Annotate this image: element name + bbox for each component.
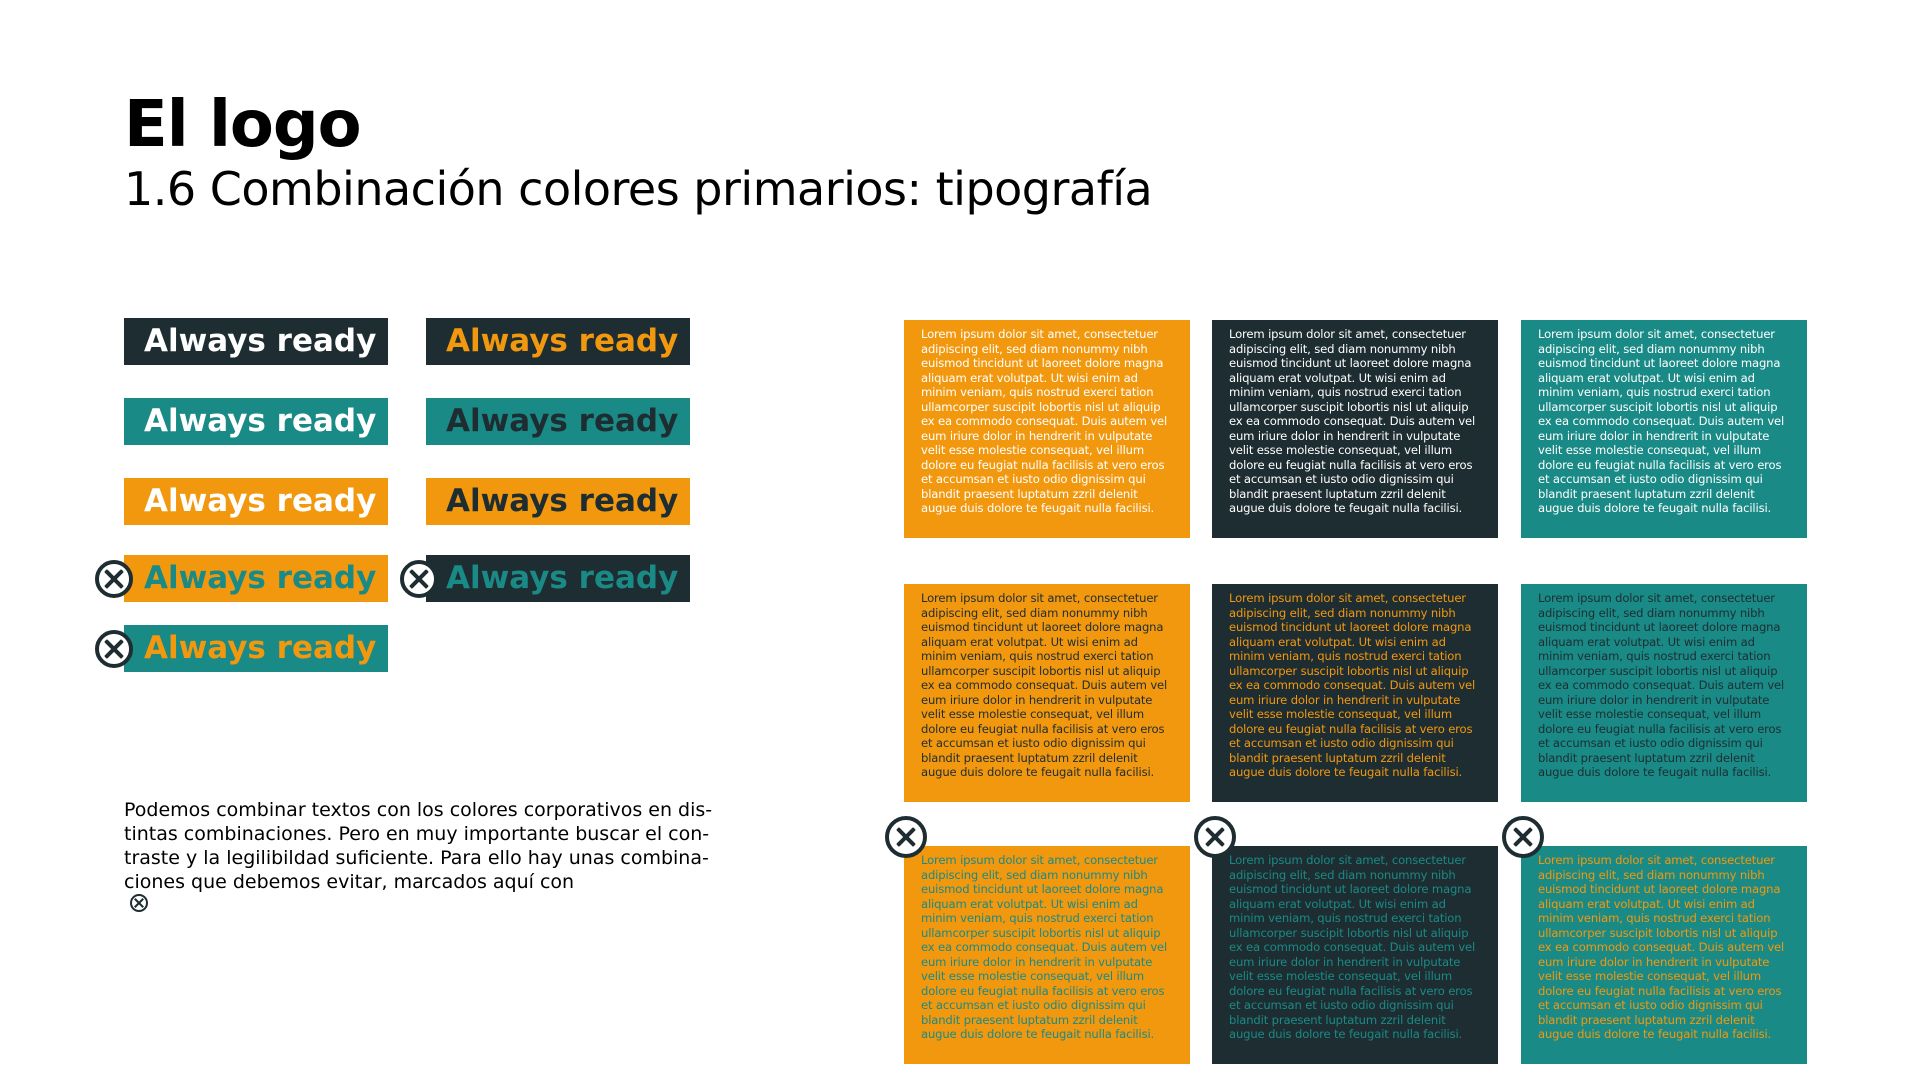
avoid-circle-x-icon xyxy=(95,560,133,598)
page-title: El logo xyxy=(124,88,361,162)
badge-orange-on-teal: Always ready xyxy=(124,625,388,672)
badge-white-on-orange: Always ready xyxy=(124,478,388,525)
badge-teal-on-dark: Always ready xyxy=(426,555,690,602)
badge-teal-on-orange: Always ready xyxy=(124,555,388,602)
card-text: Lorem ipsum dolor sit amet, consectetuer adipiscing elit, sed diam nonummy nibh euismod tincidunt ut laoreet dolore magna aliquam erat volutpat. Ut wisi enim ad minim veniam, quis nostrud exerci tation ullamcorper suscipit lobortis nisl ut aliquip ex ea commodo consequat. Duis autem vel eum iriure dolor in hendrerit in vulputate velit esse molestie consequat, vel illum dolore eu feugiat nulla facilisis at vero eros et accumsan et iusto odio dignissim qui blandit praesent luptatum zzril delenit augue duis dolore te feugait nulla facilisi. xyxy=(1229,327,1476,515)
card-text: Lorem ipsum dolor sit amet, consectetuer adipiscing elit, sed diam nonummy nibh euismod tincidunt ut laoreet dolore magna aliquam erat volutpat. Ut wisi enim ad minim veniam, quis nostrud exerci tation ullamcorper suscipit lobortis nisl ut aliquip ex ea commodo consequat. Duis autem vel eum iriure dolor in hendrerit in vulputate velit esse molestie consequat, vel illum dolore eu feugiat nulla facilisis at vero eros et accumsan et iusto odio dignissim qui blandit praesent luptatum zzril delenit augue duis dolore te feugait nulla facilisi. xyxy=(1538,327,1785,515)
card-text: Lorem ipsum dolor sit amet, consectetuer adipiscing elit, sed diam nonummy nibh euismod tincidunt ut laoreet dolore magna aliquam erat volutpat. Ut wisi enim ad minim veniam, quis nostrud exerci tation ullamcorper suscipit lobortis nisl ut aliquip ex ea commodo consequat. Duis autem vel eum iriure dolor in hendrerit in vulputate velit esse molestie consequat, vel illum dolore eu feugiat nulla facilisis at vero eros et accumsan et iusto odio dignissim qui blandit praesent luptatum zzril delenit augue duis dolore te feugait nulla facilisi. xyxy=(921,853,1168,1041)
card-text: Lorem ipsum dolor sit amet, consectetuer adipiscing elit, sed diam nonummy nibh euismod tincidunt ut laoreet dolore magna aliquam erat volutpat. Ut wisi enim ad minim veniam, quis nostrud exerci tation ullamcorper suscipit lobortis nisl ut aliquip ex ea commodo consequat. Duis autem vel eum iriure dolor in hendrerit in vulputate velit esse molestie consequat, vel illum dolore eu feugiat nulla facilisis at vero eros et accumsan et iusto odio dignissim qui blandit praesent luptatum zzril delenit augue duis dolore te feugait nulla facilisi. xyxy=(921,327,1168,515)
page-subtitle: 1.6 Combinación colores primarios: tipografía xyxy=(124,162,1153,216)
card-text: Lorem ipsum dolor sit amet, consectetuer adipiscing elit, sed diam nonummy nibh euismod tincidunt ut laoreet dolore magna aliquam erat volutpat. Ut wisi enim ad minim veniam, quis nostrud exerci tation ullamcorper suscipit lobortis nisl ut aliquip ex ea commodo consequat. Duis autem vel eum iriure dolor in hendrerit in vulputate velit esse molestie consequat, vel illum dolore eu feugiat nulla facilisis at vero eros et accumsan et iusto odio dignissim qui blandit praesent luptatum zzril delenit augue duis dolore te feugait nulla facilisi. xyxy=(1229,591,1476,779)
card-white-on-dark xyxy=(1212,320,1498,538)
card-dark-on-orange xyxy=(904,584,1190,802)
avoid-circle-x-icon xyxy=(1502,816,1544,858)
avoid-circle-x-icon xyxy=(885,816,927,858)
description-text xyxy=(124,798,734,912)
card-teal-on-orange xyxy=(904,846,1190,1064)
card-text: Lorem ipsum dolor sit amet, consectetuer adipiscing elit, sed diam nonummy nibh euismod tincidunt ut laoreet dolore magna aliquam erat volutpat. Ut wisi enim ad minim veniam, quis nostrud exerci tation ullamcorper suscipit lobortis nisl ut aliquip ex ea commodo consequat. Duis autem vel eum iriure dolor in hendrerit in vulputate velit esse molestie consequat, vel illum dolore eu feugiat nulla facilisis at vero eros et accumsan et iusto odio dignissim qui blandit praesent luptatum zzril delenit augue duis dolore te feugait nulla facilisi. xyxy=(1538,591,1785,779)
description-line: Podemos combinar textos con los colores corporativos en dis- xyxy=(124,799,713,821)
card-text: Lorem ipsum dolor sit amet, consectetuer adipiscing elit, sed diam nonummy nibh euismod tincidunt ut laoreet dolore magna aliquam erat volutpat. Ut wisi enim ad minim veniam, quis nostrud exerci tation ullamcorper suscipit lobortis nisl ut aliquip ex ea commodo consequat. Duis autem vel eum iriure dolor in hendrerit in vulputate velit esse molestie consequat, vel illum dolore eu feugiat nulla facilisis at vero eros et accumsan et iusto odio dignissim qui blandit praesent luptatum zzril delenit augue duis dolore te feugait nulla facilisi. xyxy=(921,591,1168,779)
card-white-on-teal xyxy=(1521,320,1807,538)
badge-dark-on-orange: Always ready xyxy=(426,478,690,525)
badge-white-on-dark: Always ready xyxy=(124,318,388,365)
description-line: tintas combinaciones. Pero en muy importante buscar el con- xyxy=(124,823,710,845)
card-orange-on-teal xyxy=(1521,846,1807,1064)
circle-x-icon xyxy=(130,894,148,912)
card-orange-on-dark xyxy=(1212,584,1498,802)
card-teal-on-dark xyxy=(1212,846,1498,1064)
avoid-circle-x-icon xyxy=(1194,816,1236,858)
card-dark-on-teal xyxy=(1521,584,1807,802)
badge-white-on-teal: Always ready xyxy=(124,398,388,445)
description-line xyxy=(124,870,734,912)
card-white-on-orange xyxy=(904,320,1190,538)
card-text: Lorem ipsum dolor sit amet, consectetuer adipiscing elit, sed diam nonummy nibh euismod tincidunt ut laoreet dolore magna aliquam erat volutpat. Ut wisi enim ad minim veniam, quis nostrud exerci tation ullamcorper suscipit lobortis nisl ut aliquip ex ea commodo consequat. Duis autem vel eum iriure dolor in hendrerit in vulputate velit esse molestie consequat, vel illum dolore eu feugiat nulla facilisis at vero eros et accumsan et iusto odio dignissim qui blandit praesent luptatum zzril delenit augue duis dolore te feugait nulla facilisi. xyxy=(1229,853,1476,1041)
description-line-text: ciones que debemos evitar, marcados aquí con xyxy=(124,871,575,893)
badge-orange-on-dark: Always ready xyxy=(426,318,690,365)
description-line: traste y la legilibildad suficiente. Para ello hay unas combina- xyxy=(124,847,709,869)
badge-dark-on-teal: Always ready xyxy=(426,398,690,445)
avoid-circle-x-icon xyxy=(400,560,438,598)
avoid-circle-x-icon xyxy=(95,630,133,668)
card-text: Lorem ipsum dolor sit amet, consectetuer adipiscing elit, sed diam nonummy nibh euismod tincidunt ut laoreet dolore magna aliquam erat volutpat. Ut wisi enim ad minim veniam, quis nostrud exerci tation ullamcorper suscipit lobortis nisl ut aliquip ex ea commodo consequat. Duis autem vel eum iriure dolor in hendrerit in vulputate velit esse molestie consequat, vel illum dolore eu feugiat nulla facilisis at vero eros et accumsan et iusto odio dignissim qui blandit praesent luptatum zzril delenit augue duis dolore te feugait nulla facilisi. xyxy=(1538,853,1785,1041)
